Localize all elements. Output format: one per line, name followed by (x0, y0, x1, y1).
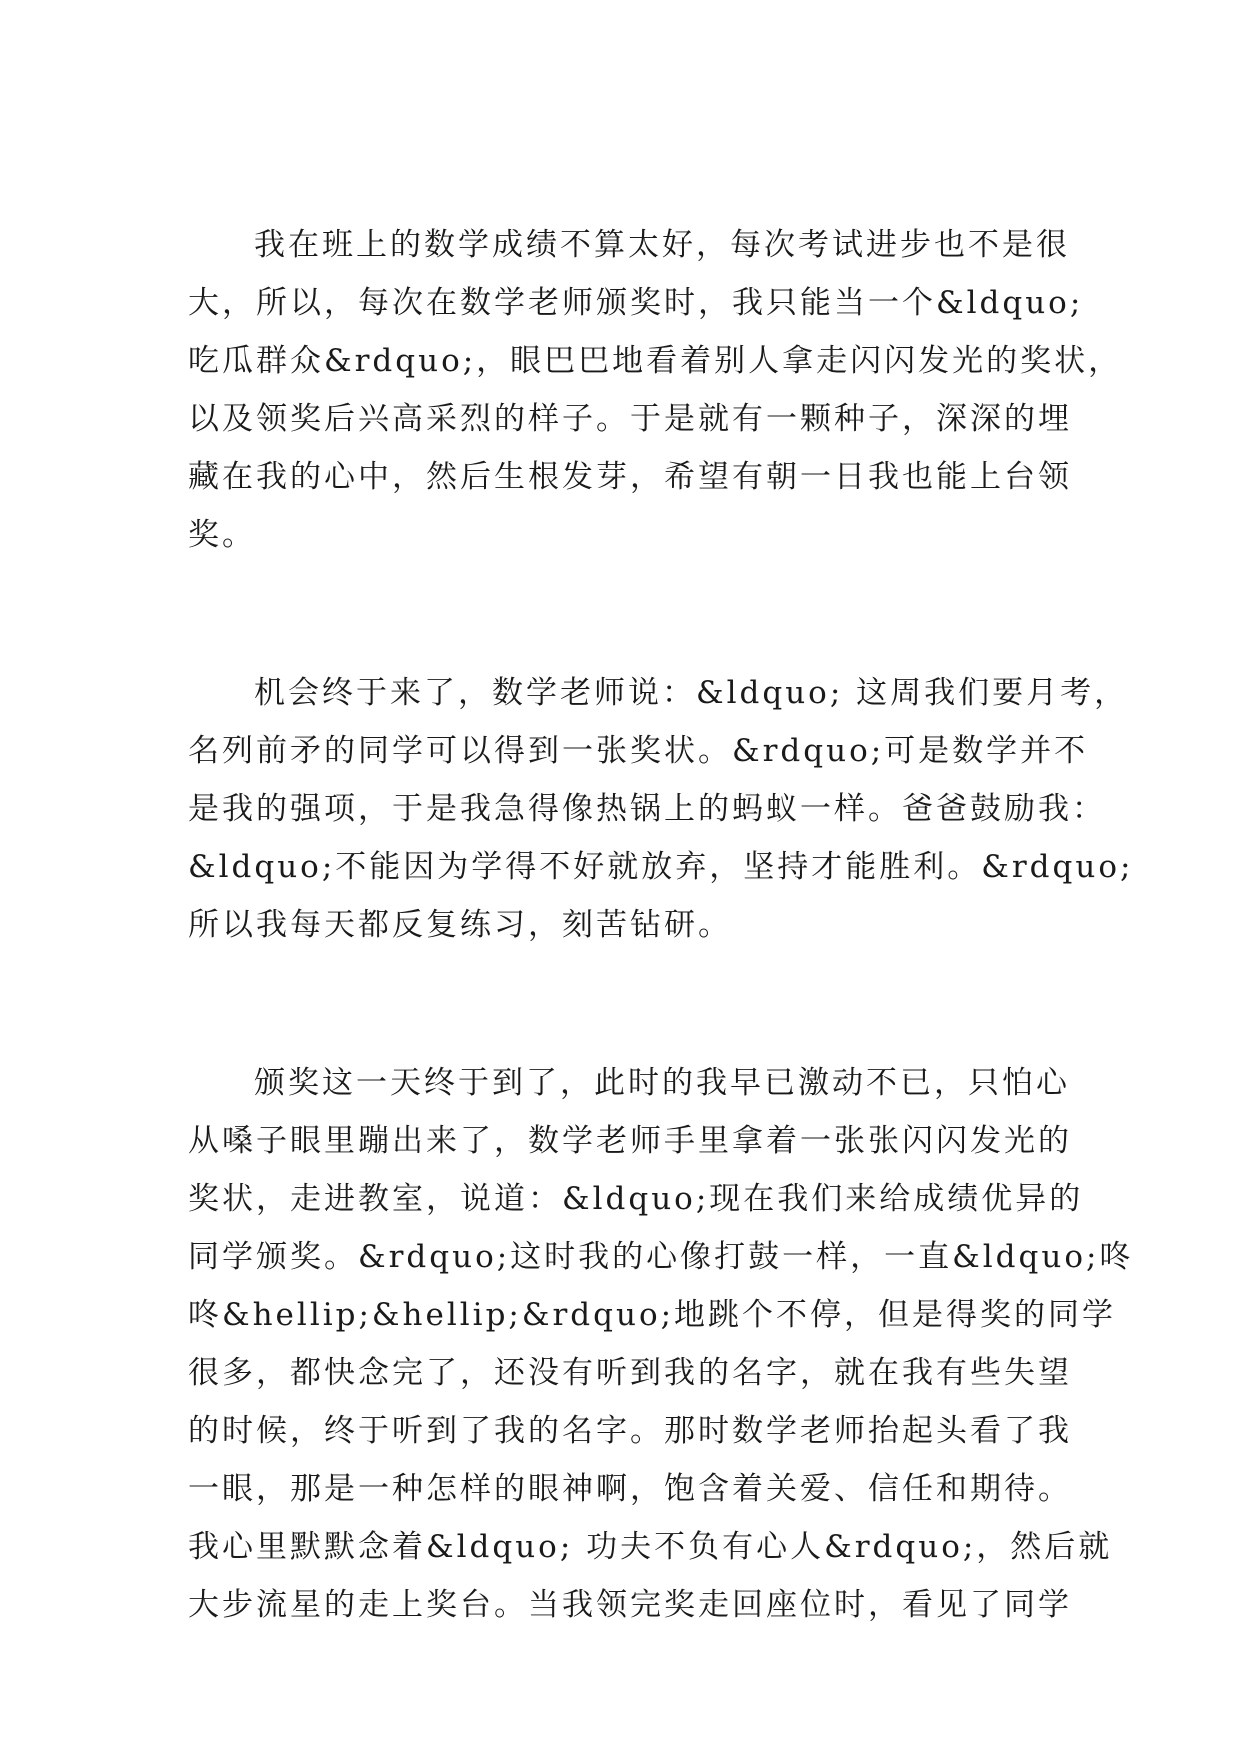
paragraph-line: 机会终于来了，数学老师说：&ldquo; 这周我们要月考， (254, 675, 1129, 711)
paragraph-line: 从嗓子眼里蹦出来了，数学老师手里拿着一张张闪闪发光的 (188, 1123, 1072, 1159)
paragraph-line: 颁奖这一天终于到了，此时的我早已激动不已，只怕心 (254, 1065, 1070, 1101)
paragraph-line: 同学颁奖。&rdquo;这时我的心像打鼓一样，一直&ldquo;咚 (188, 1239, 1134, 1275)
paragraph-line: 大步流星的走上奖台。当我领完奖走回座位时，看见了同学 (188, 1587, 1072, 1623)
paragraph-1 (188, 216, 1123, 564)
paragraph-line: 我心里默默念着&ldquo; 功夫不负有心人&rdquo;，然后就 (188, 1529, 1113, 1565)
paragraph-3 (188, 1054, 1134, 1634)
paragraph-line: 以及领奖后兴高采烈的样子。于是就有一颗种子，深深的埋 (188, 401, 1072, 437)
paragraph-line: 奖。 (188, 517, 256, 553)
paragraph-line: 很多，都快念完了，还没有听到我的名字，就在我有些失望 (188, 1355, 1072, 1391)
paragraph-line: 大，所以，每次在数学老师颁奖时，我只能当一个&ldquo; (188, 285, 1084, 321)
paragraph-line: 咚&hellip;&hellip;&rdquo;地跳个不停，但是得奖的同学 (188, 1297, 1117, 1333)
paragraph-line: 我在班上的数学成绩不算太好，每次考试进步也不是很 (254, 227, 1070, 263)
paragraph-line: 奖状，走进教室，说道：&ldquo;现在我们来给成绩优异的 (188, 1181, 1084, 1217)
paragraph-line: 所以我每天都反复练习，刻苦钻研。 (188, 907, 732, 943)
paragraph-spacing (188, 564, 1068, 664)
paragraph-line: 是我的强项，于是我急得像热锅上的蚂蚁一样。爸爸鼓励我： (188, 791, 1106, 827)
paragraph-line: 名列前矛的同学可以得到一张奖状。&rdquo;可是数学并不 (188, 733, 1089, 769)
essay-body (188, 216, 1134, 1634)
paragraph-line: 吃瓜群众&rdquo;，眼巴巴地看着别人拿走闪闪发光的奖状， (188, 343, 1123, 379)
paragraph-line: 藏在我的心中，然后生根发芽，希望有朝一日我也能上台领 (188, 459, 1072, 495)
paragraph-spacing (188, 954, 1068, 1054)
paragraph-2 (188, 664, 1134, 954)
paragraph-line: 的时候，终于听到了我的名字。那时数学老师抬起头看了我 (188, 1413, 1072, 1449)
paragraph-line: &ldquo;不能因为学得不好就放弃，坚持才能胜利。&rdquo; (188, 849, 1134, 885)
paragraph-line: 一眼，那是一种怎样的眼神啊，饱含着关爱、信任和期待。 (188, 1471, 1072, 1507)
